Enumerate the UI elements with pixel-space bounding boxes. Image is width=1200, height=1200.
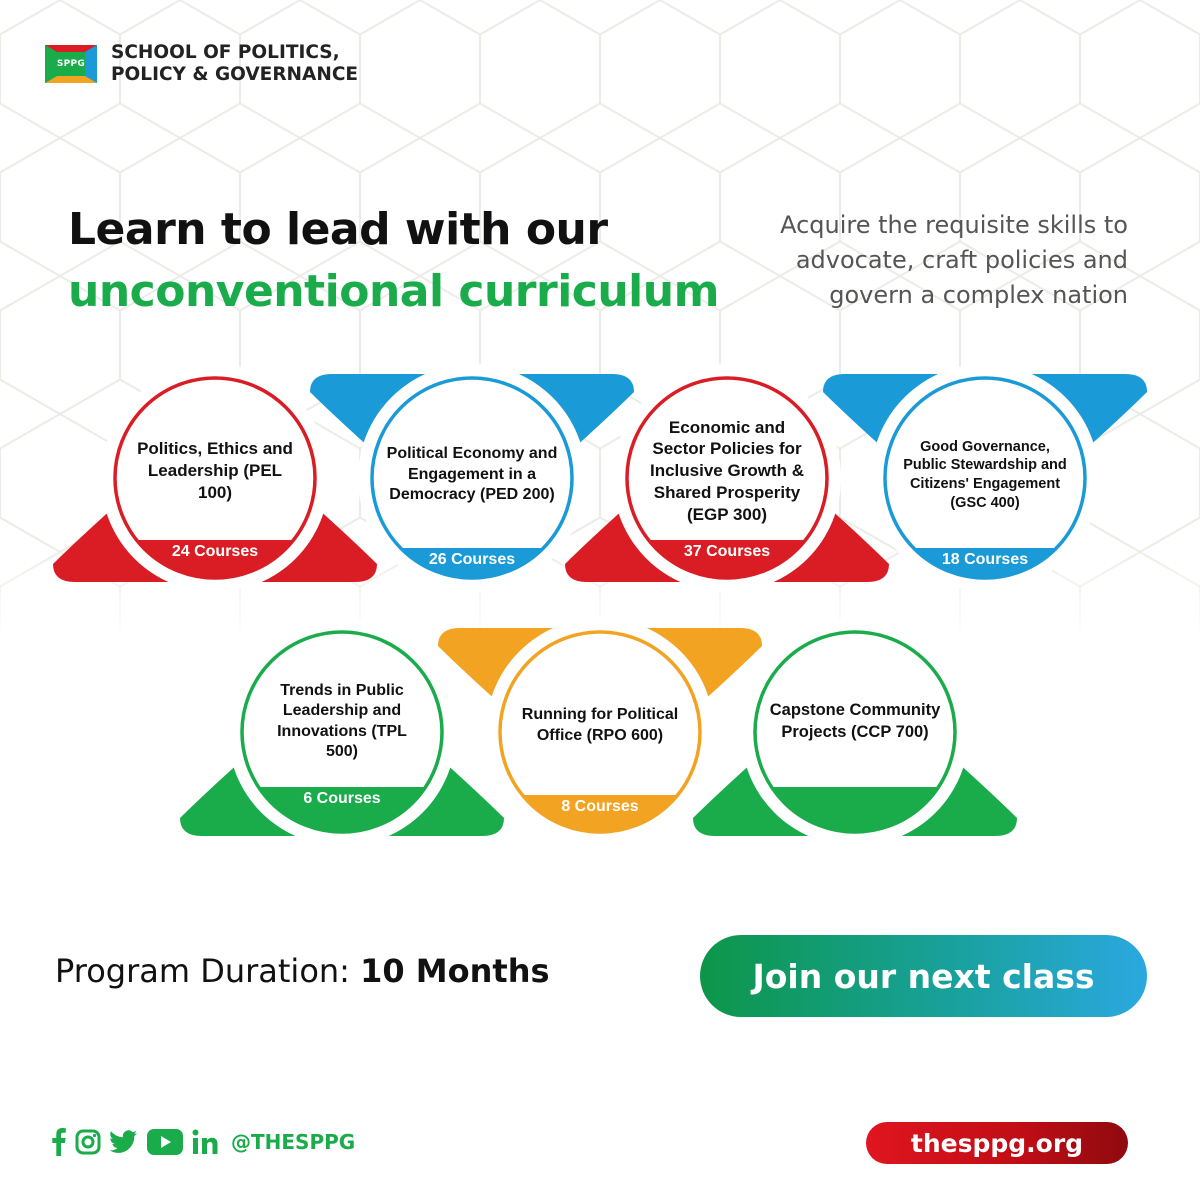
social-handle[interactable]: @THESPPG — [231, 1130, 356, 1154]
tagline-line3: govern a complex nation — [829, 281, 1128, 309]
module-count-egp: 37 Courses — [683, 543, 771, 560]
module-count-gsc: 18 Courses — [941, 551, 1029, 568]
tagline — [708, 208, 1128, 313]
social-links — [52, 1128, 355, 1156]
website-link[interactable]: thesppg.org — [866, 1122, 1128, 1164]
module-count-ped: 26 Courses — [428, 551, 516, 568]
brand-header — [45, 42, 358, 86]
headline-line1: Learn to lead with our — [68, 204, 608, 255]
headline — [68, 200, 719, 324]
module-count-tpl: 6 Courses — [303, 790, 381, 807]
twitter-icon[interactable] — [110, 1130, 138, 1154]
module-title-gsc: Good Governance, Public Stewardship and Citizens' Engagement (GSC 400) — [903, 438, 1067, 511]
facebook-icon[interactable] — [52, 1128, 66, 1156]
headline-line2: unconventional curriculum — [68, 266, 719, 317]
program-duration — [55, 952, 550, 990]
tagline-line1: Acquire the requisite skills to — [780, 211, 1128, 239]
duration-value: 10 Months — [360, 952, 550, 990]
youtube-icon[interactable] — [147, 1129, 183, 1155]
sppg-logo — [45, 45, 97, 83]
join-next-class-button[interactable]: Join our next class — [700, 935, 1147, 1017]
tagline-line2: advocate, craft policies and — [795, 246, 1128, 274]
module-title-tpl: Trends in Public Leadership and Innovations (TPL 500) — [277, 681, 407, 760]
linkedin-icon[interactable] — [192, 1129, 218, 1155]
module-title-rpo: Running for Political Office (RPO 600) — [521, 706, 679, 744]
school-name-line1: SCHOOL OF POLITICS, — [111, 42, 340, 63]
module-title-egp: Economic and Sector Policies for Inclusive Growth & Shared Prosperity (EGP 300) — [650, 417, 804, 524]
module-title-ped: Political Economy and Engagement in a Democracy (PED 200) — [386, 445, 558, 504]
school-name-line2: POLICY & GOVERNANCE — [111, 64, 359, 85]
module-count-pel: 24 Courses — [171, 543, 259, 560]
duration-label: Program Duration: — [55, 952, 350, 990]
module-count-rpo: 8 Courses — [561, 798, 639, 815]
school-name — [111, 42, 358, 86]
module-title-ccp: Capstone Community Projects (CCP 700) — [769, 701, 941, 741]
logo-text: SPPG — [56, 59, 86, 69]
instagram-icon[interactable] — [75, 1129, 101, 1155]
module-title-pel: Politics, Ethics and Leadership (PEL 100) — [137, 439, 293, 502]
